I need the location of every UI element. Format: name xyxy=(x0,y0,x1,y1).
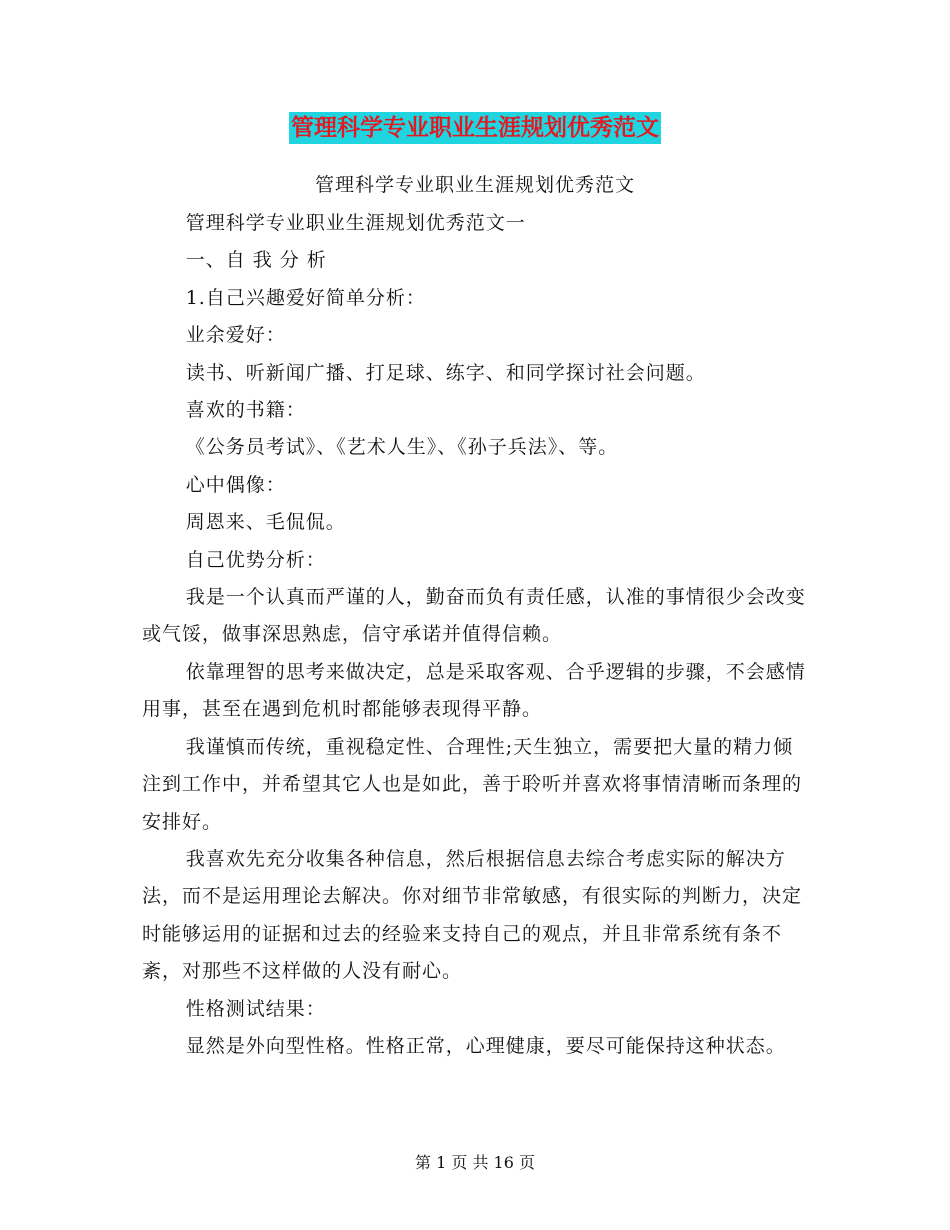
paragraph-heading: 管理科学专业职业生涯规划优秀范文一 xyxy=(185,212,526,234)
paragraph: 喜欢的书籍： xyxy=(185,399,306,422)
paragraph: 我谨慎而传统，重视稳定性、合理性;天生独立，需要把大量的精力倾注到工作中，并希望其它人也是如此，善于聆听并喜欢将事情清晰而条理的安排好。 xyxy=(142,735,803,833)
page-footer: 第 1 页 共 16 页 xyxy=(415,1153,535,1172)
title-wrap xyxy=(0,112,950,144)
paragraph: 性格测试结果： xyxy=(185,997,326,1020)
paragraph: 我是一个认真而严谨的人，勤奋而负有责任感，认准的事情很少会改变或气馁，做事深思熟虑，信守承诺并值得信赖。 xyxy=(142,586,806,646)
paragraph: 业余爱好： xyxy=(185,324,286,347)
section-heading: 一、自 我 分 析 xyxy=(185,249,327,272)
paragraph: 自己优势分析： xyxy=(185,548,326,571)
paragraph: 依靠理智的思考来做决定，总是采取客观、合乎逻辑的步骤，不会感情用事，甚至在遇到危机时都能够表现得平静。 xyxy=(142,660,806,721)
document-title: 管理科学专业职业生涯规划优秀范文 xyxy=(289,112,661,144)
paragraph: 周恩来、毛侃侃。 xyxy=(185,511,346,534)
paragraph: 读书、听新闻广播、打足球、练字、和同学探讨社会问题。 xyxy=(185,361,706,384)
paragraph: 显然是外向型性格。性格正常，心理健康，要尽可能保持这种状态。 xyxy=(185,1034,786,1057)
document-body xyxy=(142,205,808,1065)
paragraph: 《公务员考试》、《艺术人生》、《孙子兵法》、等。 xyxy=(185,436,619,459)
paragraph: 心中偶像： xyxy=(185,473,286,496)
document-subtitle: 管理科学专业职业生涯规划优秀范文 xyxy=(314,174,635,196)
paragraph: 我喜欢先充分收集各种信息，然后根据信息去综合考虑实际的解决方法，而不是运用理论去解决。你对细节非常敏感，有很实际的判断力，决定时能够运用的证据和过去的经验来支持自己的观点，并且非常系统有条不紊，对那些不这样做的人没有耐心。 xyxy=(142,847,803,983)
paragraph: 1.自己兴趣爱好简单分析： xyxy=(185,286,426,309)
